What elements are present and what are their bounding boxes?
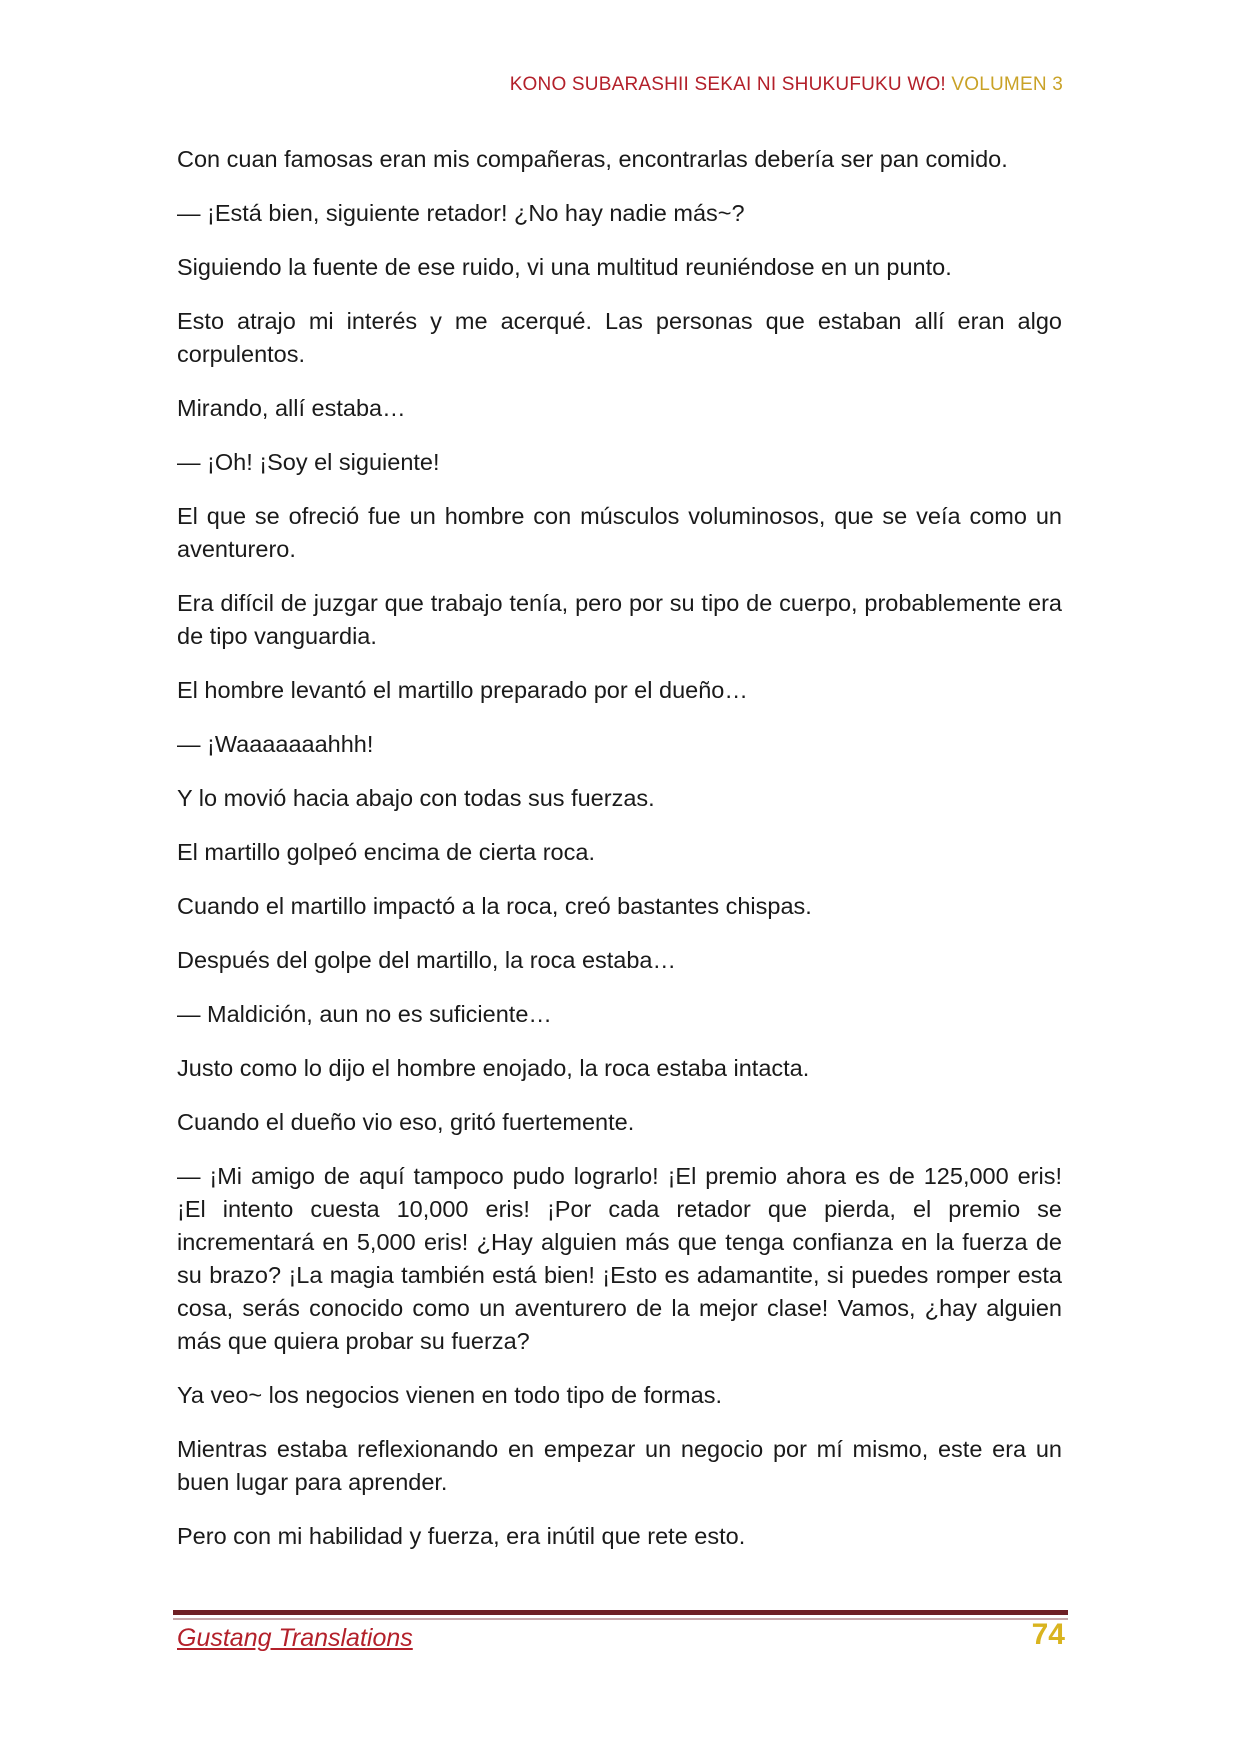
paragraph: — ¡Waaaaaaahhh! — [177, 731, 374, 757]
paragraph: El martillo golpeó encima de cierta roca. — [177, 839, 595, 865]
paragraph: — ¡Mi amigo de aquí tampoco pudo lograrlo! ¡El premio ahora es de 125,000 eris! ¡El intento cuesta 10,000 eris! ¡Por cada retador que pierda, el premio se incrementará en 5,000 eris! ¿Hay alguien más que tenga confianza en la fuerza de su brazo? ¡La magia también está bien! ¡Esto es adamantite, si puedes romper esta cosa, serás conocido como un aventurero de la mejor clase! Vamos, ¿hay alguien más que quiera probar su fuerza? — [177, 1163, 1062, 1354]
footer-credit: Gustang Translations — [177, 1624, 413, 1652]
paragraph: El hombre levantó el martillo preparado por el dueño… — [177, 677, 748, 703]
body-text — [177, 143, 1062, 1574]
paragraph: — Maldición, aun no es suficiente… — [177, 1001, 552, 1027]
running-header — [510, 74, 1063, 96]
paragraph: — ¡Está bien, siguiente retador! ¿No hay nadie más~? — [177, 200, 745, 226]
running-header-volume: VOLUMEN 3 — [951, 74, 1063, 95]
paragraph: Cuando el martillo impactó a la roca, creó bastantes chispas. — [177, 893, 812, 919]
paragraph: Cuando el dueño vio eso, gritó fuertemente. — [177, 1109, 635, 1135]
paragraph: Esto atrajo mi interés y me acerqué. Las personas que estaban allí eran algo corpulentos. — [177, 308, 1062, 367]
running-header-title: KONO SUBARASHII SEKAI NI SHUKUFUKU WO! — [509, 74, 952, 95]
paragraph: Pero con mi habilidad y fuerza, era inútil que rete esto. — [177, 1523, 746, 1549]
paragraph: Ya veo~ los negocios vienen en todo tipo de formas. — [177, 1382, 722, 1408]
page-number: 74 — [1031, 1618, 1065, 1651]
paragraph: Después del golpe del martillo, la roca estaba… — [177, 947, 676, 973]
paragraph: Con cuan famosas eran mis compañeras, encontrarlas debería ser pan comido. — [177, 146, 1008, 172]
footer-rule — [173, 1610, 1068, 1615]
paragraph: Mientras estaba reflexionando en empezar un negocio por mí mismo, este era un buen lugar para aprender. — [177, 1436, 1062, 1495]
paragraph: El que se ofreció fue un hombre con músculos voluminosos, que se veía como un aventurero. — [177, 503, 1062, 562]
paragraph: Mirando, allí estaba… — [177, 395, 406, 421]
paragraph: Justo como lo dijo el hombre enojado, la roca estaba intacta. — [177, 1055, 810, 1081]
paragraph: Y lo movió hacia abajo con todas sus fuerzas. — [177, 785, 655, 811]
footer-rule-thin — [173, 1618, 1068, 1620]
paragraph: Siguiendo la fuente de ese ruido, vi una multitud reuniéndose en un punto. — [177, 254, 952, 280]
paragraph: Era difícil de juzgar que trabajo tenía, pero por su tipo de cuerpo, probablemente era de tipo vanguardia. — [177, 590, 1062, 649]
paragraph: — ¡Oh! ¡Soy el siguiente! — [177, 449, 440, 475]
